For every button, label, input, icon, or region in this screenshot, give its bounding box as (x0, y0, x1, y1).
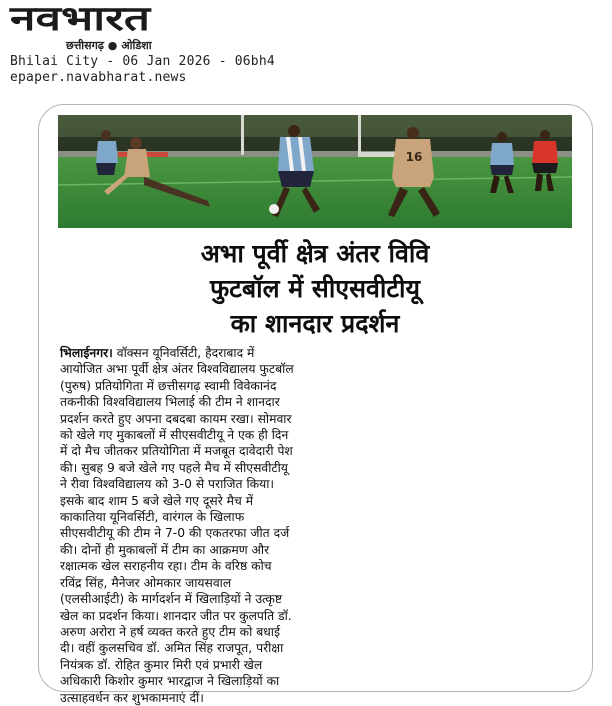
article-headline (58, 236, 572, 341)
body-line: (पुरुष) प्रतियोगिता में छत्तीसगढ़ स्वामी विवेकानंद (60, 378, 277, 393)
masthead (0, 0, 612, 92)
body-line: को खेले गए मुकाबलों में सीएसवीटीयू ने एक ही दिन (60, 428, 289, 443)
football-match-image (58, 115, 572, 228)
body-line: ने रीवा विश्वविद्यालय को 3-0 से पराजित किया। (60, 477, 275, 492)
body-line: की। सुबह 9 बजे खेले गए पहले मैच में सीएसवीटीयू (60, 460, 288, 475)
body-line: सीएसवीटीयू की टीम ने 7-0 की एकतरफा जीत दर्ज (60, 526, 290, 541)
body-line-text: वॉक्सन यूनिवर्सिटी, हैदराबाद में (116, 346, 255, 360)
body-line: में दो मैच जीतकर प्रतियोगिता में मजबूत दावेदारी पेश (60, 444, 293, 459)
body-line: अरुण अरोरा ने हर्ष व्यक्त करते हुए टीम को बधाई (60, 624, 281, 639)
edition-line: Bhilai City - 06 Jan 2026 - 06bh4 (10, 54, 275, 69)
football-match-photo (58, 115, 572, 228)
body-line: अधिकारी किशोर कुमार भारद्वाज ने खिलाड़ियों का (60, 674, 280, 689)
body-line: काकातिया यूनिवर्सिटी, वारंगल के खिलाफ (60, 510, 245, 525)
newspaper-logo: नवभारत (10, 0, 151, 39)
body-line: की। दोनों ही मुकाबलों में टीम का आक्रमण और (60, 542, 270, 557)
body-line: खेल का प्रदर्शन किया। शानदार जीत पर कुलपति डॉ. (60, 608, 292, 623)
body-line: तकनीकी विश्वविद्यालय भिलाई की टीम ने शानदार (60, 395, 280, 410)
body-line: (एलसीआईटी) के मार्गदर्शन में खिलाड़ियों ने उत्कृष्ट (60, 592, 283, 607)
body-line: आयोजित अभा पूर्वी क्षेत्र अंतर विश्वविद्यालय फुटबॉल (60, 362, 294, 377)
source-url: epaper.navabharat.news (10, 70, 187, 85)
article-body (60, 345, 574, 706)
body-line: प्रदर्शन करते हुए अपना दबदबा कायम रखा। सोमवार (60, 411, 292, 426)
headline-line: का शानदार प्रदर्शन (230, 309, 400, 338)
body-line: दी। वहीं कुलसचिव डॉ. अमित सिंह राजपूत, परीक्षा (60, 641, 284, 656)
body-line: रक्षात्मक खेल सराहनीय रहा। टीम के वरिष्ठ कोच (60, 559, 272, 574)
body-line: नियंत्रक डॉ. रोहित कुमार मिरी एवं प्रभारी खेल (60, 657, 263, 672)
headline-line: फुटबॉल में सीएसवीटीयू (210, 274, 420, 303)
jersey-number: 16 (405, 150, 423, 164)
headline-line: अभा पूर्वी क्षेत्र अंतर विवि (200, 239, 430, 268)
newspaper-regions: छत्तीसगढ़ ● ओडिशा (66, 39, 152, 52)
dateline: भिलाईनगर। (60, 346, 113, 360)
body-line (60, 345, 574, 361)
body-line: इसके बाद शाम 5 बजे खेले गए दूसरे मैच में (60, 493, 254, 508)
body-line: रविंद्र सिंह, मैनेजर ओमकार जायसवाल (60, 575, 232, 590)
body-line: उत्साहवर्धन कर शुभकामनाएं दीं। (60, 690, 204, 705)
